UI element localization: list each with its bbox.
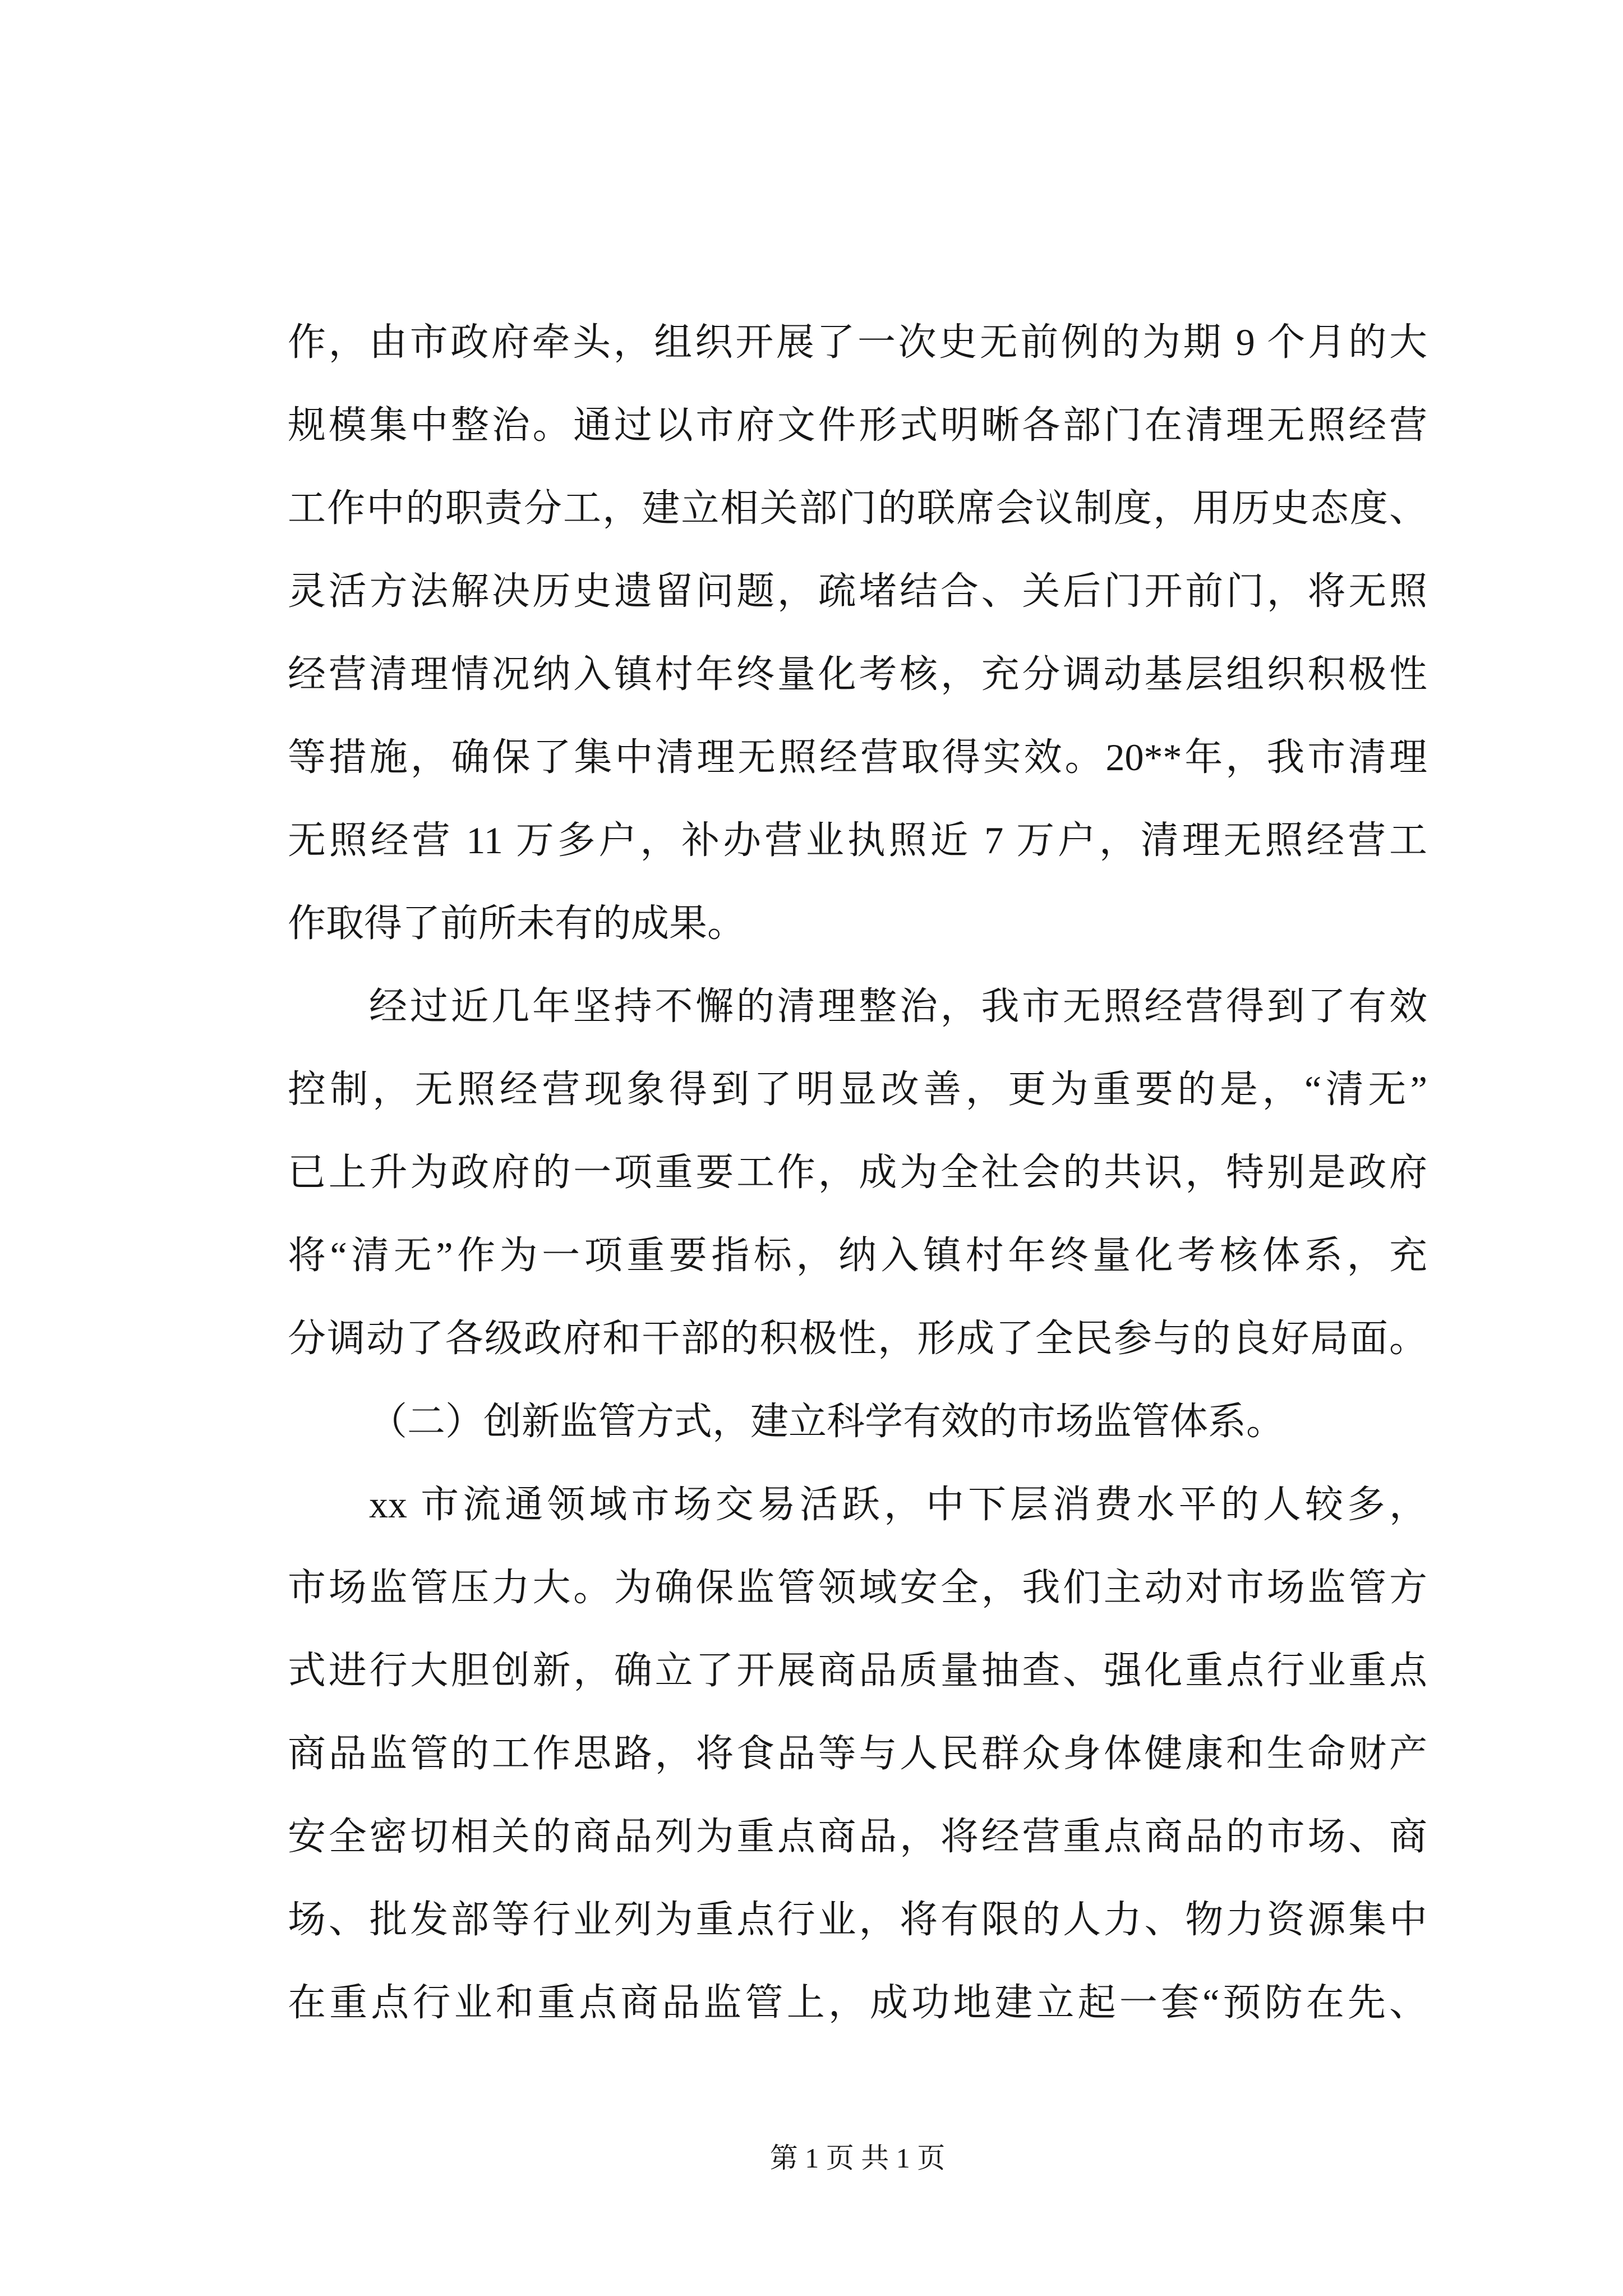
body-text-line: 控制，无照经营现象得到了明显改善，更为重要的是，“清无” (288, 1068, 1427, 1111)
page-number-footer: 第 1 页 共 1 页 (769, 2142, 946, 2174)
body-text-line: 场、批发部等行业列为重点行业，将有限的人力、物力资源集中 (288, 1898, 1427, 1941)
body-text-line: 安全密切相关的商品列为重点商品，将经营重点商品的市场、商 (288, 1815, 1427, 1858)
body-text-line: 等措施，确保了集中清理无照经营取得实效。20**年，我市清理 (288, 736, 1427, 779)
body-text-line: 在重点行业和重点商品监管上，成功地建立起一套“预防在先、 (288, 1981, 1427, 2024)
body-text-line: 经过近几年坚持不懈的清理整治，我市无照经营得到了有效 (369, 985, 1427, 1028)
body-text-line: 经营清理情况纳入镇村年终量化考核，充分调动基层组织积极性 (288, 653, 1427, 696)
body-text-line: 作，由市政府牵头，组织开展了一次史无前例的为期 9 个月的大 (288, 321, 1427, 364)
body-text-line: 市场监管压力大。为确保监管领域安全，我们主动对市场监管方 (288, 1566, 1427, 1609)
body-text-line: xx 市流通领域市场交易活跃，中下层消费水平的人较多， (369, 1483, 1427, 1526)
paragraph-3 (288, 1463, 1427, 2044)
body-text-line: 分调动了各级政府和干部的积极性，形成了全民参与的良好局面。 (288, 1317, 1427, 1360)
document-body (288, 301, 1427, 2044)
body-text-line: 已上升为政府的一项重要工作，成为全社会的共识，特别是政府 (288, 1151, 1427, 1194)
body-text-line: 作取得了前所未有的成果。 (288, 902, 746, 945)
body-text-line: 将“清无”作为一项重要指标，纳入镇村年终量化考核体系，充 (288, 1234, 1427, 1277)
body-text-line: 灵活方法解决历史遗留问题，疏堵结合、关后门开前门，将无照 (288, 570, 1427, 613)
body-text-line: 商品监管的工作思路，将食品等与人民群众身体健康和生命财产 (288, 1732, 1427, 1775)
body-text-line: 无照经营 11 万多户，补办营业执照近 7 万户，清理无照经营工 (288, 819, 1427, 862)
section-heading: （二）创新监管方式，建立科学有效的市场监管体系。 (369, 1400, 1285, 1443)
body-text-line: 规模集中整治。通过以市府文件形式明晰各部门在清理无照经营 (288, 404, 1427, 447)
body-text-line: 工作中的职责分工，建立相关部门的联席会议制度，用历史态度、 (288, 487, 1427, 530)
body-text-line: 式进行大胆创新，确立了开展商品质量抽查、强化重点行业重点 (288, 1649, 1427, 1692)
paragraph-1 (288, 301, 1427, 965)
paragraph-2 (288, 965, 1427, 1380)
